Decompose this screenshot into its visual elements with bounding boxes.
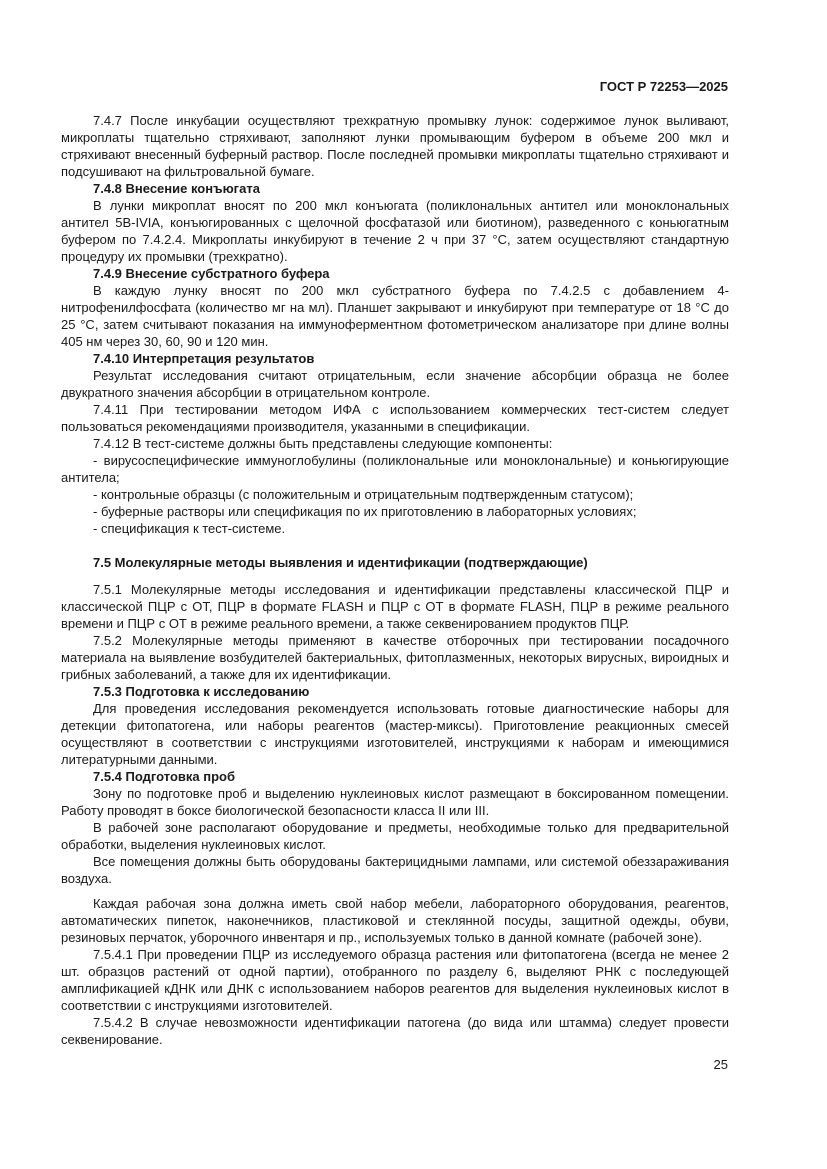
paragraph-7-4-11: 7.4.11 При тестировании методом ИФА с использованием коммерческих тест-систем следует пользоваться рекомендациями производителя, указанными в спецификации. xyxy=(61,402,729,434)
paragraph-7-5-2: 7.5.2 Молекулярные методы применяют в качестве отборочных при тестировании посадочного материала на выявление возбудителей бактериальных, фитоплазменных, некоторых вирусных, вироидных и грибных заболеваний, а также для их идентификации. xyxy=(61,633,729,682)
paragraph-work-zone: В рабочей зоне располагают оборудование и предметы, необходимые только для предварительной обработки, выделения нуклеиновых кислот. xyxy=(61,820,729,852)
paragraph-conjugate: В лунки микроплат вносят по 200 мкл конъюгата (поликлональных антител или моноклональных антител 5B-IVIA, конъюгированных с щелочной фосфатазой или биотином), разведенного с коньюгатным буфером по 7.4.2.4. Микроплаты инкубируют в течение 2 ч при 37 °С, затем осуществляют стандартную процедуру их промывки (трехкратно). xyxy=(61,198,729,264)
paragraph-disinfection: Все помещения должны быть оборудованы бактерицидными лампами, или системой обеззараживания воздуха. xyxy=(61,854,729,886)
paragraph-sample-zone: Зону по подготовке проб и выделению нуклеиновых кислот размещают в боксированном помещении. Работу проводят в боксе биологической безопасности класса II или III. xyxy=(61,786,729,818)
heading-7-4-9: 7.4.9 Внесение субстратного буфера xyxy=(93,266,330,281)
paragraph-preparation: Для проведения исследования рекомендуется использовать готовые диагностические наборы для детекции фитопатогена, или наборы реагентов (мастер-миксы). Приготовление реакционных смесей осуществляют в соответствии с инструкциями изготовителей, инструкциями к наборам и имеющимися литературными данными. xyxy=(61,701,729,767)
heading-7-5-3: 7.5.3 Подготовка к исследованию xyxy=(93,684,310,699)
paragraph-interpretation: Результат исследования считают отрицательным, если значение абсорбции образца не более двукратного значения абсорбции в отрицательном контроле. xyxy=(61,368,729,400)
paragraph-7-5-1: 7.5.1 Молекулярные методы исследования и идентификации представлены классической ПЦР и классической ПЦР с ОТ, ПЦР в формате FLASH и ПЦР с ОТ в формате FLASH, ПЦР в режиме реального времени и ПЦР с ОТ в режиме реального времени, а также секвенированием продуктов ПЦР. xyxy=(61,582,729,631)
page-number: 25 xyxy=(713,1057,728,1072)
paragraph-equipment: Каждая рабочая зона должна иметь свой набор мебели, лабораторного оборудования, реагентов, автоматических пипеток, наконечников, пластиковой и стеклянной посуды, защитной одежды, обуви, резиновых перчаток, уборочного инвентаря и пр., используемых только в данной комнате (рабочей зоне). xyxy=(61,896,729,945)
section-heading-7-5: 7.5 Молекулярные методы выявления и идентификации (подтверждающие) xyxy=(93,555,588,570)
paragraph-7-4-7: 7.4.7 После инкубации осуществляют трехкратную промывку лунок: содержимое лунок выливают, микроплаты тщательно стряхивают, заполняют лунки промывающим буфером в объеме 200 мкл и стряхивают внесенный буферный раствор. После последней промывки микроплаты тщательно стряхивают и подсушивают на фильтровальной бумаге. xyxy=(61,113,729,179)
list-item-control-samples: - контрольные образцы (с положительным и отрицательным подтвержденным статусом); xyxy=(93,487,634,502)
paragraph-substrate: В каждую лунку вносят по 200 мкл субстратного буфера по 7.4.2.5 с добавлением 4-нитрофенилфосфата (количество мг на мл). Планшет закрывают и инкубируют при температуре от 18 °С до 25 °С, затем считывают показания на иммуноферментном фотометрическом анализаторе при длине волны 405 нм через 30, 60, 90 и 120 мин. xyxy=(61,283,729,349)
list-item-buffers: - буферные растворы или спецификация по их приготовлению в лабораторных условиях; xyxy=(93,504,637,519)
paragraph-7-5-4-1: 7.5.4.1 При проведении ПЦР из исследуемого образца растения или фитопатогена (всегда не менее 2 шт. образцов растений от одной партии), отобранного по разделу 6, выделяют РНК с последующей амплификацией кДНК или ДНК с использованием наборов реагентов для выделения нуклеиновых кислот в соответствии с инструкциями изготовителей. xyxy=(61,947,729,1013)
heading-7-5-4: 7.5.4 Подготовка проб xyxy=(93,769,235,784)
list-item-immunoglobulins: - вирусоспецифические иммуноглобулины (поликлональные или моноклональные) и коньюгирующие антитела; xyxy=(61,453,729,485)
page-body xyxy=(61,112,729,1048)
document-number: ГОСТ Р 72253—2025 xyxy=(599,79,728,94)
paragraph-7-4-12: 7.4.12 В тест-системе должны быть представлены следующие компоненты: xyxy=(93,436,553,451)
heading-7-4-10: 7.4.10 Интерпретация результатов xyxy=(93,351,315,366)
heading-7-4-8: 7.4.8 Внесение конъюгата xyxy=(93,181,260,196)
paragraph-7-5-4-2: 7.5.4.2 В случае невозможности идентификации патогена (до вида или штамма) следует провести секвенирование. xyxy=(61,1015,729,1047)
list-item-specification: - спецификация к тест-системе. xyxy=(93,521,286,536)
